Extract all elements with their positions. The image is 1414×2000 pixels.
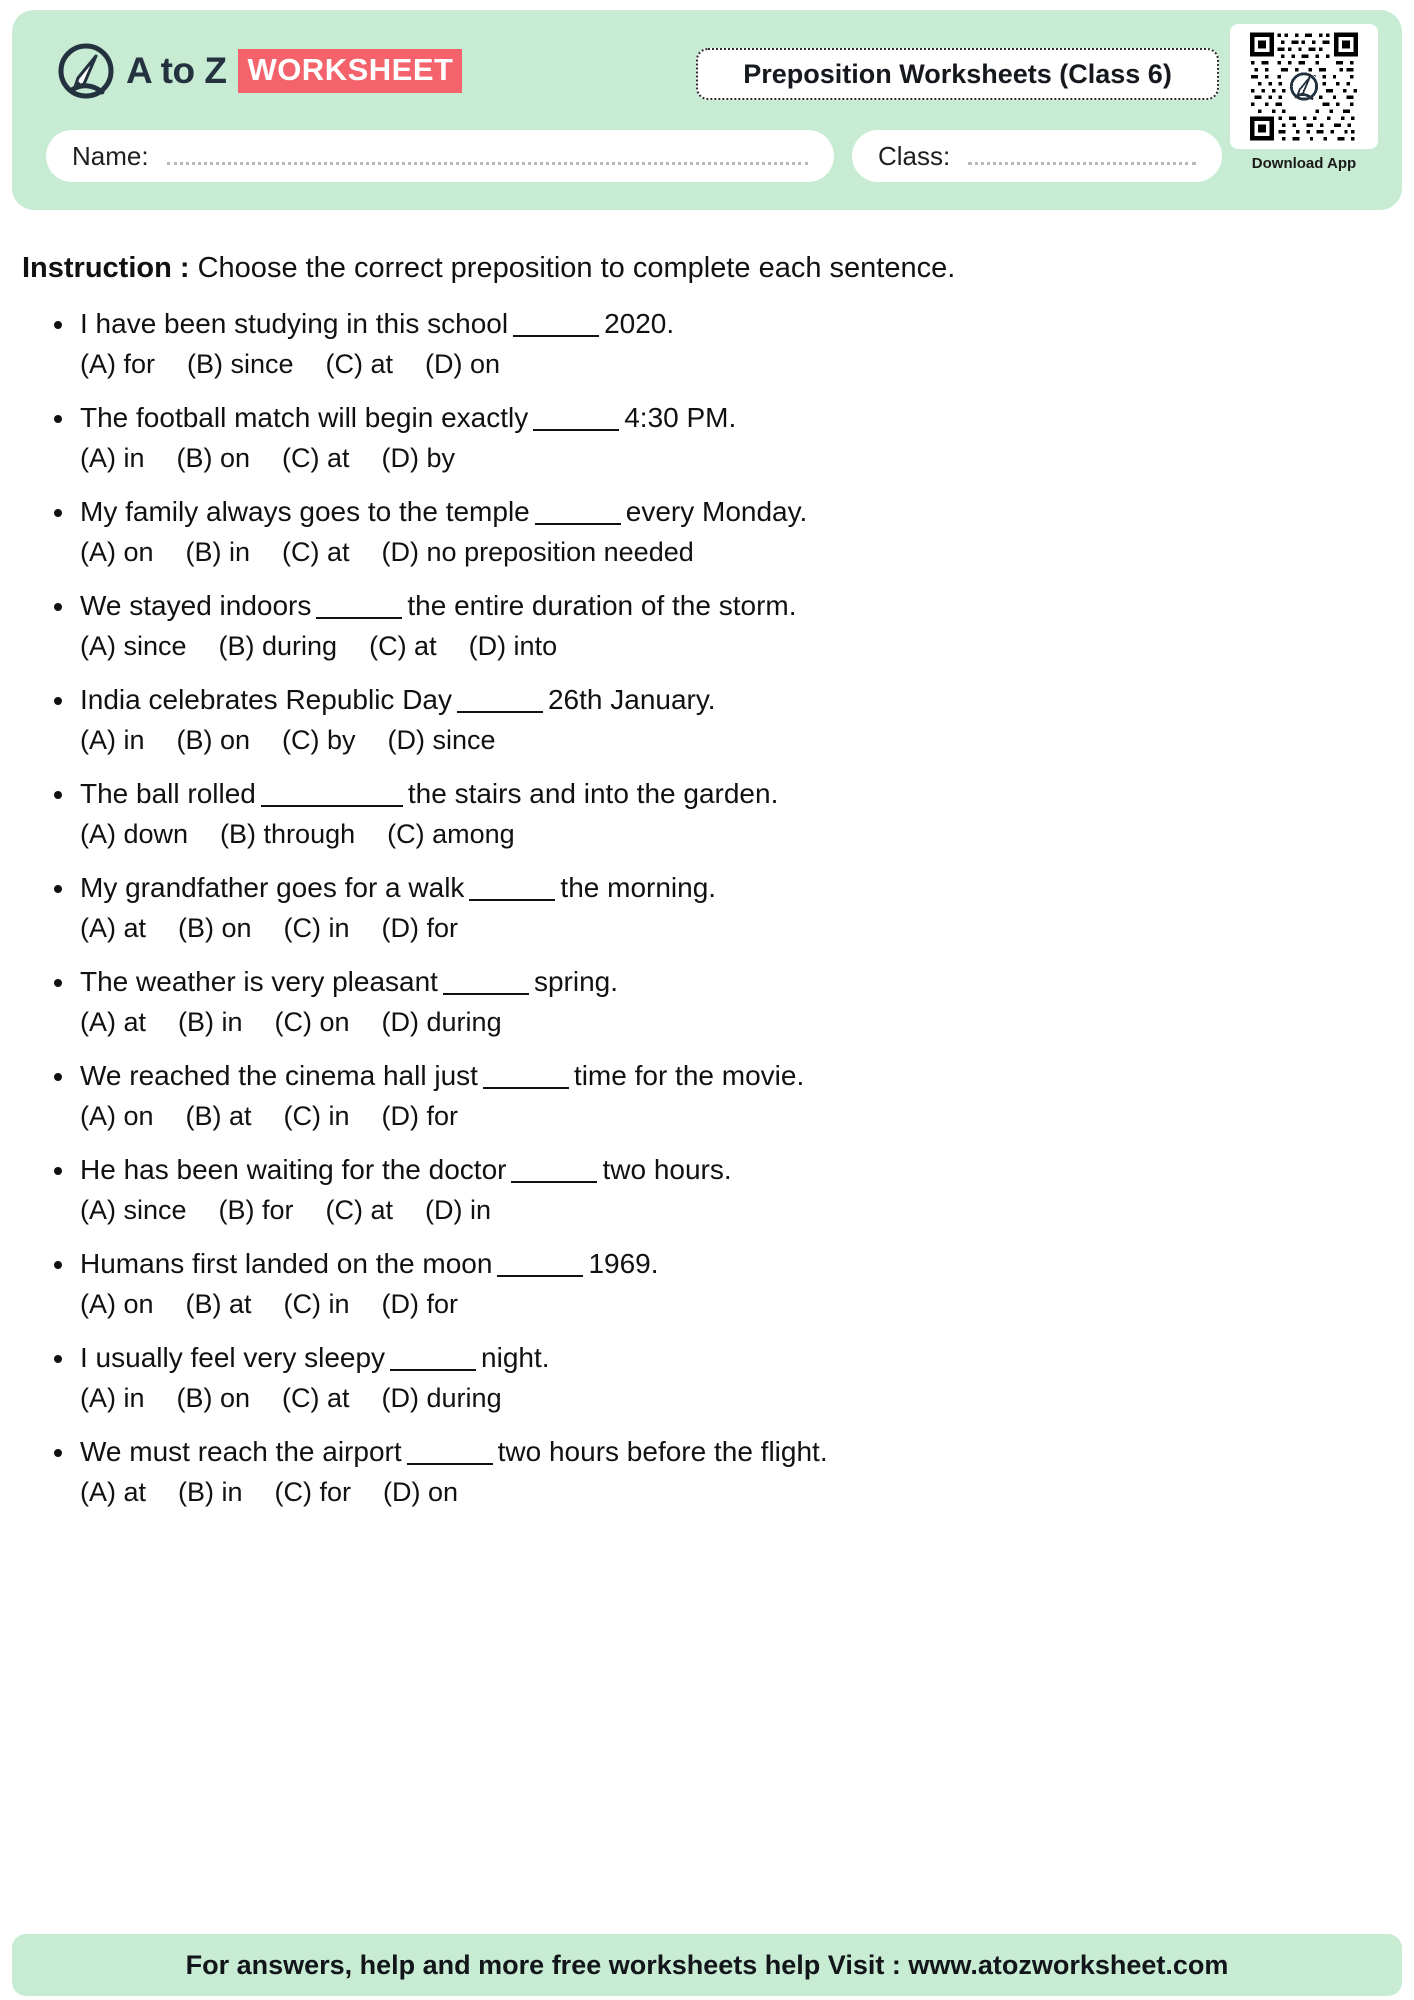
option-row xyxy=(80,1289,1414,1320)
option-choice[interactable]: (D) in xyxy=(425,1195,492,1226)
option-choice[interactable]: (D) for xyxy=(381,913,459,944)
name-input-line[interactable] xyxy=(167,162,808,165)
question-text-before: My family always goes to the temple xyxy=(80,496,530,528)
option-choice[interactable]: (C) at xyxy=(282,443,350,474)
option-choice[interactable]: (B) during xyxy=(218,631,338,662)
question-text-after: the entire duration of the storm. xyxy=(407,590,797,622)
qr-code-icon[interactable] xyxy=(1230,24,1378,149)
question-text-before: My grandfather goes for a walk xyxy=(80,872,465,904)
instruction-text: Choose the correct preposition to complete each sentence. xyxy=(197,252,956,284)
question-text-before: Humans first landed on the moon xyxy=(80,1248,493,1280)
name-field[interactable] xyxy=(46,130,834,182)
question-text-before: He has been waiting for the doctor xyxy=(80,1154,507,1186)
question-text xyxy=(48,1059,1414,1092)
student-fields xyxy=(46,130,1222,182)
question-text xyxy=(48,683,1414,716)
question-item xyxy=(48,495,1414,568)
question-text-before: The ball rolled xyxy=(80,778,256,810)
question-text xyxy=(48,965,1414,998)
answer-blank[interactable] xyxy=(513,335,599,337)
option-choice[interactable]: (D) for xyxy=(381,1101,459,1132)
question-text-after: two hours before the flight. xyxy=(497,1436,828,1468)
option-choice[interactable]: (B) in xyxy=(178,1477,243,1508)
option-choice[interactable]: (D) on xyxy=(383,1477,459,1508)
question-text-after: 26th January. xyxy=(547,684,716,716)
question-text-after: every Monday. xyxy=(625,496,808,528)
option-choice[interactable]: (D) on xyxy=(425,349,501,380)
brand-name: A to Z xyxy=(126,50,227,91)
question-item xyxy=(48,683,1414,756)
option-choice[interactable]: (C) in xyxy=(283,913,350,944)
option-row xyxy=(80,1383,1414,1414)
question-text-before: We must reach the airport xyxy=(80,1436,402,1468)
answer-blank[interactable] xyxy=(316,617,402,619)
question-text-after: time for the movie. xyxy=(573,1060,805,1092)
option-choice[interactable]: (B) on xyxy=(176,1383,251,1414)
question-text xyxy=(48,1247,1414,1280)
option-choice[interactable]: (A) since xyxy=(80,631,187,662)
question-item xyxy=(48,871,1414,944)
option-choice[interactable]: (D) into xyxy=(468,631,558,662)
question-text-before: I usually feel very sleepy xyxy=(80,1342,386,1374)
question-text-before: We stayed indoors xyxy=(80,590,312,622)
question-text-after: spring. xyxy=(533,966,619,998)
question-text-after: two hours. xyxy=(602,1154,732,1186)
question-item xyxy=(48,1341,1414,1414)
class-input-line[interactable] xyxy=(968,162,1196,165)
option-row xyxy=(80,913,1414,944)
answer-blank[interactable] xyxy=(457,711,543,713)
option-choice[interactable]: (B) in xyxy=(178,1007,243,1038)
class-field[interactable] xyxy=(852,130,1222,182)
option-choice[interactable]: (A) since xyxy=(80,1195,187,1226)
option-choice[interactable]: (B) through xyxy=(220,819,356,850)
question-text-after: 2020. xyxy=(604,308,675,339)
question-item xyxy=(48,589,1414,662)
question-text-after: the stairs and into the garden. xyxy=(407,778,779,810)
option-row xyxy=(80,819,1414,850)
option-choice[interactable]: (A) at xyxy=(80,1007,147,1038)
option-choice[interactable]: (C) by xyxy=(282,725,356,756)
question-text-after: 4:30 PM. xyxy=(624,402,737,434)
question-text-after: the morning. xyxy=(560,872,717,904)
question-text-before: I have been studying in this school xyxy=(80,308,509,339)
brand-logo xyxy=(58,43,462,99)
worksheet-page xyxy=(0,10,1414,2000)
option-choice[interactable]: (C) at xyxy=(282,537,350,568)
option-choice[interactable]: (B) on xyxy=(178,913,252,944)
option-choice[interactable]: (B) on xyxy=(176,725,251,756)
option-choice[interactable]: (D) for xyxy=(381,1289,459,1320)
option-row xyxy=(80,1477,1414,1508)
option-choice[interactable]: (C) in xyxy=(283,1101,350,1132)
answer-blank[interactable] xyxy=(497,1275,583,1277)
option-row xyxy=(80,1101,1414,1132)
question-item xyxy=(48,401,1414,474)
option-choice[interactable]: (C) for xyxy=(274,1477,352,1508)
option-choice[interactable]: (A) on xyxy=(80,1101,154,1132)
question-text xyxy=(48,777,1414,810)
name-label: Name: xyxy=(72,140,149,171)
option-choice[interactable]: (D) during xyxy=(381,1383,502,1414)
worksheet-header xyxy=(12,10,1402,210)
brand-badge: WORKSHEET xyxy=(238,49,462,93)
option-choice[interactable]: (B) for xyxy=(218,1195,294,1226)
answer-blank[interactable] xyxy=(511,1181,597,1183)
question-item xyxy=(48,1059,1414,1132)
question-text xyxy=(48,401,1414,434)
question-text xyxy=(48,495,1414,528)
option-choice[interactable]: (A) for xyxy=(80,349,156,380)
option-row xyxy=(80,631,1414,662)
option-choice[interactable]: (C) at xyxy=(325,1195,394,1226)
question-text xyxy=(48,1435,1414,1468)
option-choice[interactable]: (B) since xyxy=(187,349,294,380)
question-item xyxy=(48,1153,1414,1226)
option-row xyxy=(80,1195,1414,1226)
option-choice[interactable]: (A) at xyxy=(80,913,147,944)
question-text-before: The football match will begin exactly xyxy=(80,402,529,434)
option-choice[interactable]: (A) in xyxy=(80,1383,145,1414)
answer-blank[interactable] xyxy=(533,429,619,431)
option-choice[interactable]: (A) in xyxy=(80,725,145,756)
option-row xyxy=(80,349,1414,380)
answer-blank[interactable] xyxy=(483,1087,569,1089)
option-choice[interactable]: (C) on xyxy=(274,1007,350,1038)
question-text-after: 1969. xyxy=(588,1248,659,1280)
option-choice[interactable]: (C) at xyxy=(369,631,437,662)
question-text xyxy=(48,1341,1414,1374)
question-text-before: We reached the cinema hall just xyxy=(80,1060,478,1092)
worksheet-title: Preposition Worksheets (Class 6) xyxy=(696,48,1219,100)
footer-banner: For answers, help and more free worksheets help Visit : www.atozworksheet.com xyxy=(12,1934,1402,1996)
answer-blank[interactable] xyxy=(407,1463,493,1465)
question-item xyxy=(48,965,1414,1038)
option-row xyxy=(80,443,1414,474)
option-choice[interactable]: (A) at xyxy=(80,1477,147,1508)
option-choice[interactable]: (C) in xyxy=(283,1289,350,1320)
question-text xyxy=(48,871,1414,904)
question-text xyxy=(48,1153,1414,1186)
option-row xyxy=(80,725,1414,756)
option-choice[interactable]: (B) at xyxy=(185,1101,252,1132)
option-choice[interactable]: (A) down xyxy=(80,819,189,850)
class-label: Class: xyxy=(878,140,951,171)
answer-blank[interactable] xyxy=(390,1369,476,1371)
answer-blank[interactable] xyxy=(469,899,555,901)
question-item xyxy=(48,777,1414,850)
answer-blank[interactable] xyxy=(443,993,529,995)
option-choice[interactable]: (B) at xyxy=(185,1289,252,1320)
question-list xyxy=(48,307,1414,1508)
option-choice[interactable]: (B) in xyxy=(185,537,251,568)
option-choice[interactable]: (D) no preposition needed xyxy=(381,537,694,568)
question-text xyxy=(48,307,1414,340)
question-item xyxy=(48,307,1414,380)
question-text-after: night. xyxy=(481,1342,550,1374)
option-choice[interactable]: (C) at xyxy=(282,1383,350,1414)
option-row xyxy=(80,1007,1414,1038)
option-choice[interactable]: (A) in xyxy=(80,443,145,474)
answer-blank[interactable] xyxy=(261,805,403,807)
answer-blank[interactable] xyxy=(535,523,621,525)
question-text-before: India celebrates Republic Day xyxy=(80,684,452,716)
question-item xyxy=(48,1247,1414,1320)
option-choice[interactable]: (C) at xyxy=(325,349,394,380)
option-row xyxy=(80,537,1414,568)
instruction-label: Instruction : xyxy=(22,252,190,284)
pen-circle-logo-icon xyxy=(58,43,114,99)
download-app-label: Download App xyxy=(1251,155,1357,172)
option-choice[interactable]: (C) among xyxy=(387,819,515,850)
question-item xyxy=(48,1435,1414,1508)
instruction-line xyxy=(22,252,1414,285)
option-choice[interactable]: (B) on xyxy=(176,443,251,474)
option-choice[interactable]: (D) during xyxy=(381,1007,502,1038)
option-choice[interactable]: (D) by xyxy=(381,443,456,474)
option-choice[interactable]: (A) on xyxy=(80,537,154,568)
option-choice[interactable]: (A) on xyxy=(80,1289,154,1320)
question-text xyxy=(48,589,1414,622)
qr-block xyxy=(1230,24,1378,172)
option-choice[interactable]: (D) since xyxy=(387,725,496,756)
question-text-before: The weather is very pleasant xyxy=(80,966,438,998)
